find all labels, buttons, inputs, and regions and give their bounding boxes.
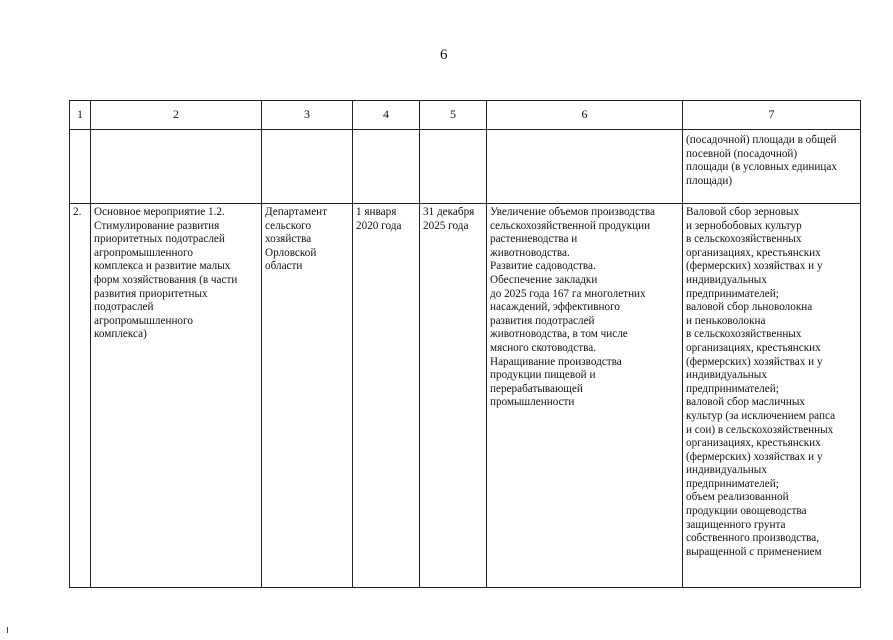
- expected-result-cell: [487, 204, 683, 588]
- measure-cell: [91, 204, 262, 588]
- table-cell: [70, 130, 91, 204]
- table-cell: [91, 130, 262, 204]
- end-date-text: 31 декабря 2025 года: [423, 206, 475, 232]
- executor-text: Департамент сельского хозяйства Орловской области: [265, 206, 328, 273]
- scan-mark: [7, 627, 8, 633]
- column-header: 1: [70, 101, 91, 130]
- measure-text: Основное мероприятие 1.2. Стимулирование развития приоритетных подотраслей агропромышленного комплекса и развитие малых форм хозяйствования (в части развития приоритетных подотраслей агропромышленного комплекса): [94, 206, 238, 341]
- row-number-cell: [70, 204, 91, 588]
- indicators-cell: [683, 204, 861, 588]
- expected-result-text: Увеличение объемов производства сельскохозяйственной продукции растениеводства и животноводства. Развитие садоводства. Обеспечение закладки до 2025 года 167 га многолетних насаждений, эффективного развития подотраслей животноводства, в том числе мясного скотоводства. Наращивание производства продукции пищевой и перерабатывающей промышленности: [490, 206, 655, 409]
- page-number: 6: [440, 47, 448, 63]
- table-row: [70, 204, 861, 588]
- row-number: 2.: [73, 206, 82, 218]
- column-header: 7: [683, 101, 861, 130]
- column-header: 6: [487, 101, 683, 130]
- end-date-cell: [420, 204, 487, 588]
- table-cell: [262, 130, 353, 204]
- indicator-continuation-text: (посадочной) площади в общей посевной (посадочной) площади (в условных единицах площади): [686, 134, 837, 187]
- column-header: 5: [420, 101, 487, 130]
- table-cell: [420, 130, 487, 204]
- table-cell: [487, 130, 683, 204]
- indicator-continuation-cell: [683, 130, 861, 204]
- continuation-row: [70, 130, 861, 204]
- start-date-cell: [353, 204, 420, 588]
- table-cell: [353, 130, 420, 204]
- table-header-row: [70, 101, 861, 130]
- column-header: 4: [353, 101, 420, 130]
- column-header: 3: [262, 101, 353, 130]
- measures-table: [69, 100, 861, 588]
- executor-cell: [262, 204, 353, 588]
- indicators-text: Валовой сбор зерновых и зернобобовых культур в сельскохозяйственных организациях, крестьянских (фермерских) хозяйствах и у индивидуальных предпринимателей; валовой сбор льноволокна и пеньковолокна в сельскохозяйственных организациях, крестьянских (фермерских) хозяйствах и у индивидуальных предпринимателей; валовой сбор масличных культур (за исключением рапса и сои) в сельскохозяйственных организациях, крестьянских (фермерских) хозяйствах и у индивидуальных предпринимателей; объем реализованной продукции овощеводства защищенного грунта собственного производства, выращенной с применением: [686, 206, 836, 558]
- start-date-text: 1 января 2020 года: [356, 206, 402, 232]
- column-header: 2: [91, 101, 262, 130]
